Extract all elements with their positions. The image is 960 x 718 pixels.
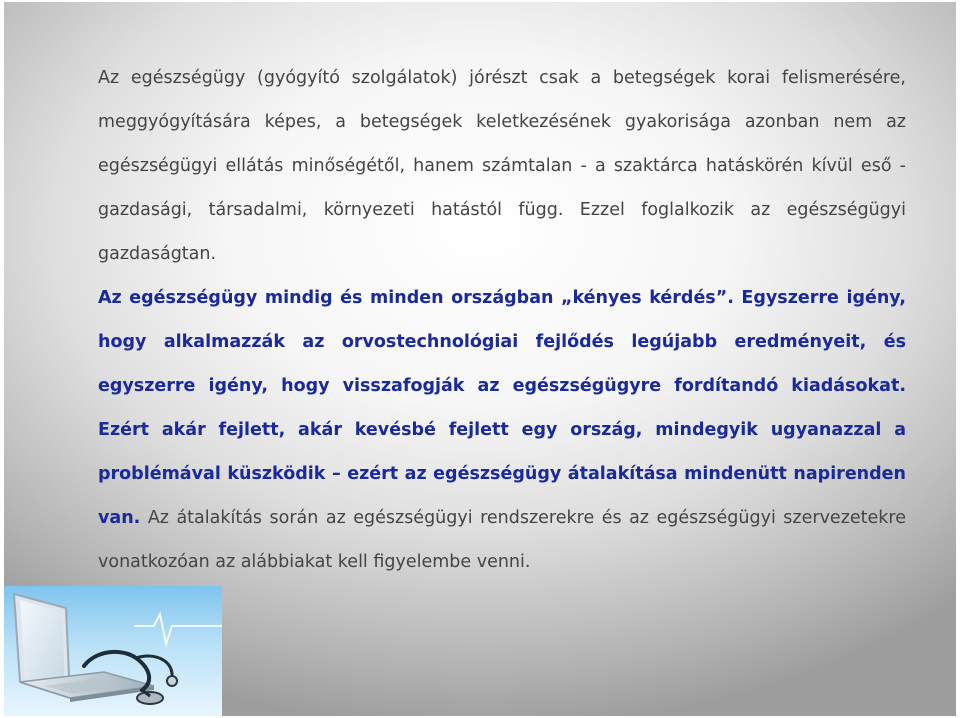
outro-text: Az átalakítás során az egészségügyi rendszerekre és az egészségügyi szervezetekre vonatkozóan az alábbiakat kell figyelembe venni. — [98, 508, 906, 572]
slide — [4, 2, 956, 716]
intro-text: Az egészségügy (gyógyító szolgálatok) jórészt csak a betegségek korai felismerésére, meggyógyítására képes, a betegségek keletkezésének gyakorisága azonban nem az egészségügyi ellátás minőségétől, hanem számtalan - a szaktárca hatáskörén kívül eső - gazdasági, társadalmi, környezeti hatástól függ. Ezzel foglalkozik az egészségügyi gazdaságtan. — [98, 68, 906, 264]
laptop-stethoscope-icon — [4, 586, 222, 716]
emphasis-text: Az egészségügy mindig és minden országban „kényes kérdés”. Egyszerre igény, hogy alkalmazzák az orvostechnológiai fejlődés legújabb eredményeit, és egyszerre igény, hogy visszafogják az egészségügyre fordítandó kiadásokat. Ezért akár fejlett, akár kevésbé fejlett egy ország, mindegyik ugyanazzal a problémával küszködik – ezért az egészségügy átalakítása mindenütt napirenden van. — [98, 288, 906, 528]
main-paragraph — [98, 56, 906, 584]
laptop-stethoscope-image — [4, 586, 222, 716]
body-text — [98, 56, 906, 584]
